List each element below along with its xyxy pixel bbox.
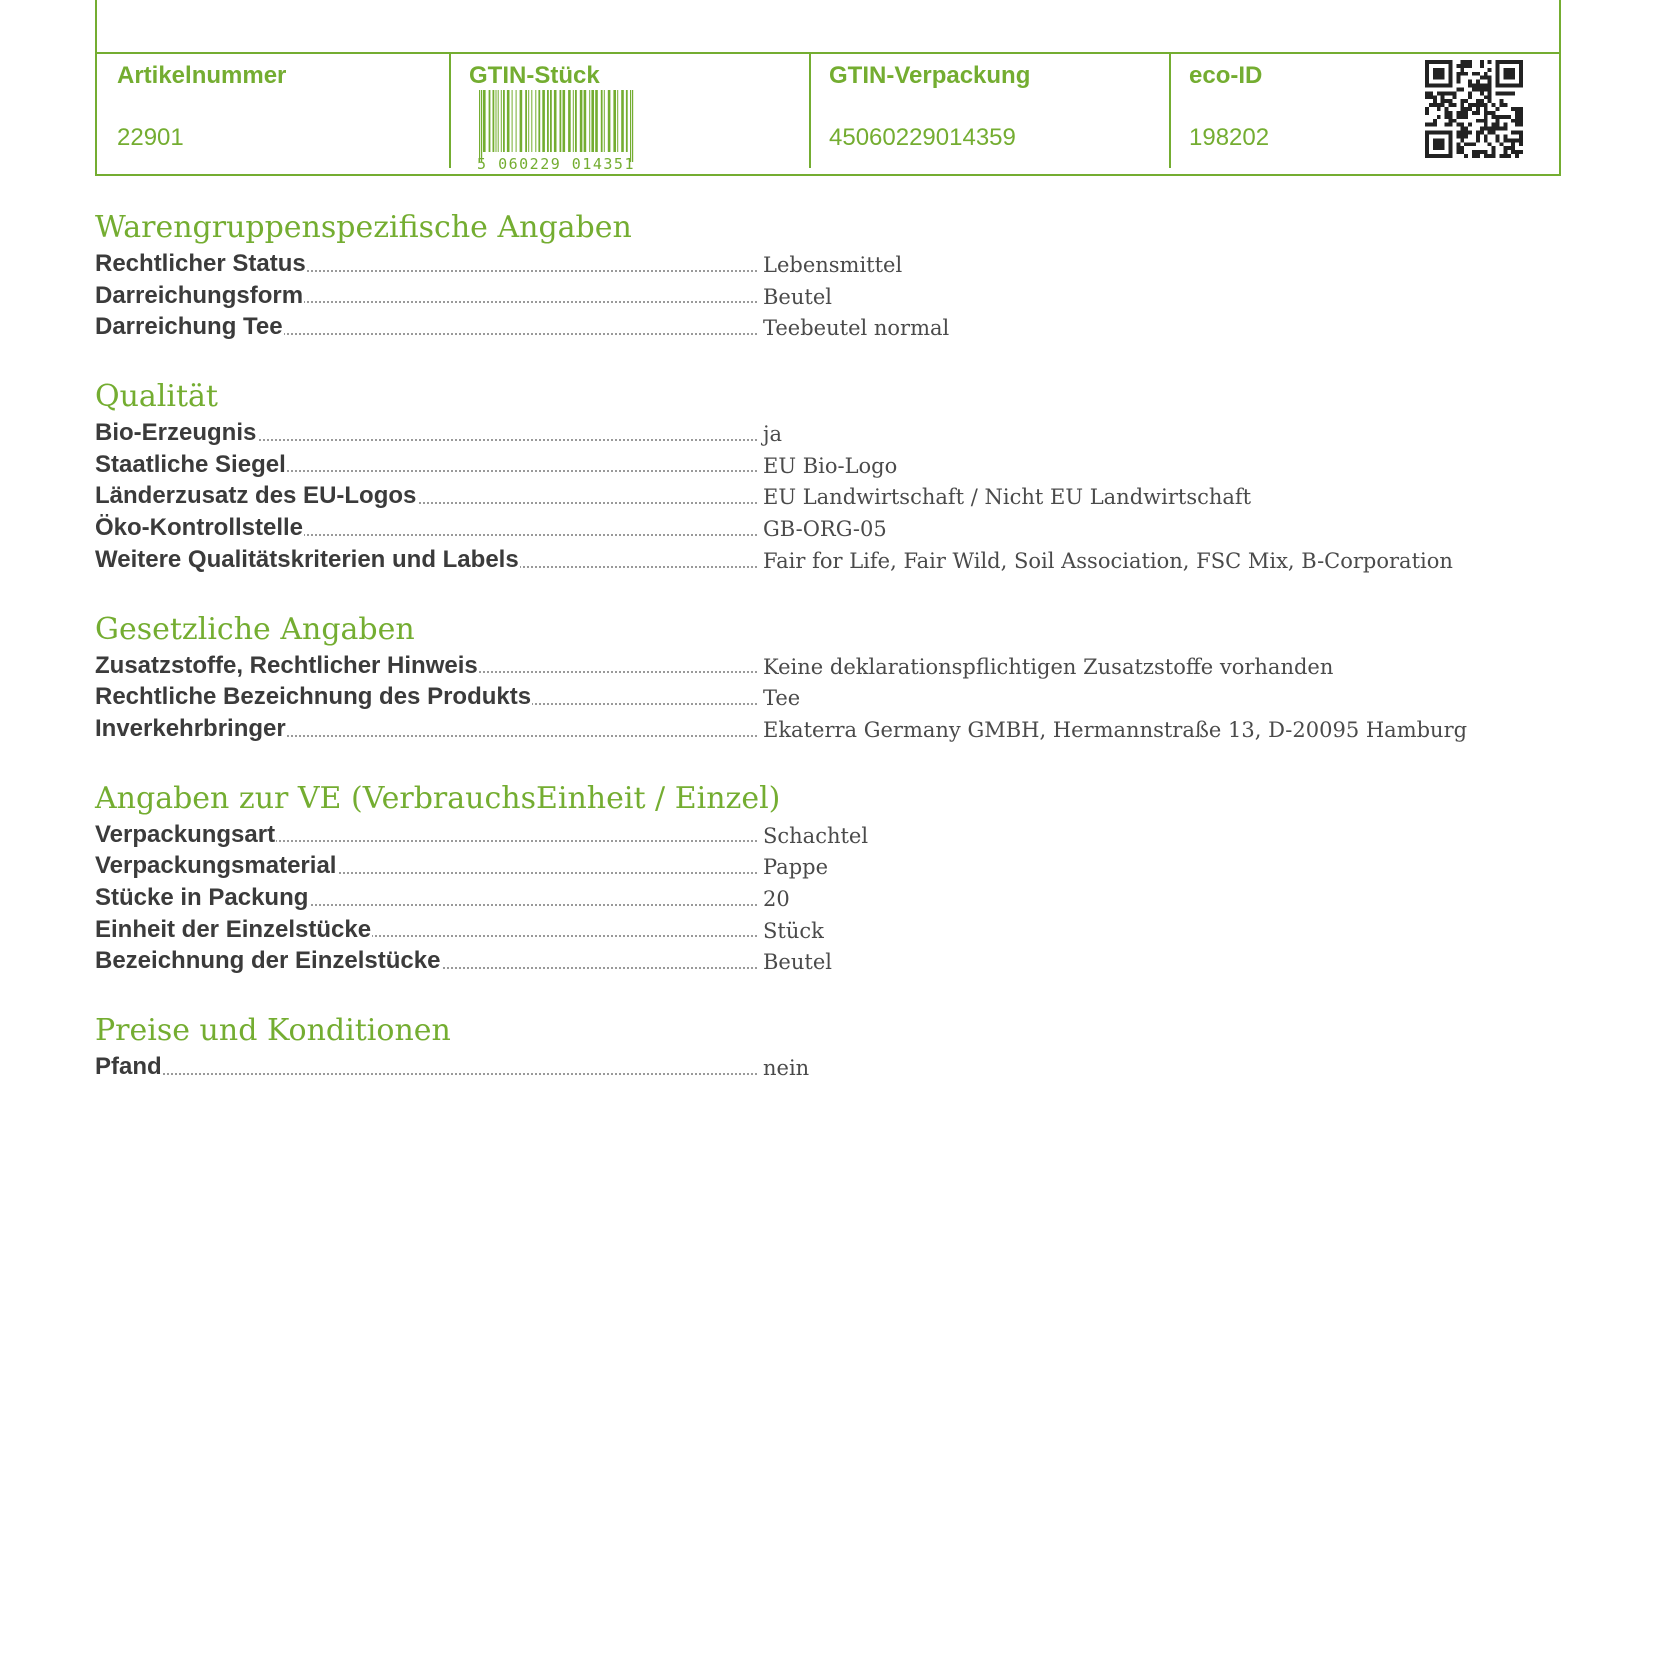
attribute-value: Beutel <box>763 950 832 975</box>
attribute-row <box>95 311 1561 343</box>
product-id-row <box>97 52 1559 174</box>
qr-code-icon <box>1425 60 1523 158</box>
attribute-label <box>95 449 757 481</box>
attribute-label-text: Rechtliche Bezeichnung des Produkts <box>95 683 532 711</box>
attribute-label-text: Zusatzstoffe, Rechtlicher Hinweis <box>95 651 478 679</box>
attribute-label-text: Verpackungsart <box>95 820 276 848</box>
attribute-label <box>95 311 757 343</box>
attribute-row <box>95 945 1561 977</box>
attribute-row <box>95 280 1561 312</box>
eco-id-cell <box>1169 54 1559 168</box>
section-title: Angaben zur VE (VerbrauchsEinheit / Einzel) <box>95 780 781 816</box>
attribute-label <box>95 544 757 576</box>
eco-id-label: eco-ID <box>1189 62 1263 89</box>
attribute-row <box>95 417 1561 449</box>
attribute-row <box>95 882 1561 914</box>
attribute-value: Stück <box>763 918 824 943</box>
attribute-label-text: Darreichung Tee <box>95 313 283 341</box>
attribute-label-text: Inverkehrbringer <box>95 714 286 742</box>
product-detail-sections <box>95 208 1561 1117</box>
attribute-value: Beutel <box>763 284 832 309</box>
attribute-label <box>95 1051 757 1083</box>
attribute-label-text: Bio-Erzeugnis <box>95 419 257 447</box>
attribute-label <box>95 882 757 914</box>
attribute-value: Tee <box>763 686 801 711</box>
section <box>95 1011 1561 1083</box>
attribute-label-text: Pfand <box>95 1053 162 1080</box>
attribute-value: EU Bio-Logo <box>763 453 898 478</box>
attribute-label <box>95 280 757 312</box>
gtin-package-value: 45060229014359 <box>829 124 1016 151</box>
barcode-digits: 5 060229 014351 <box>477 155 635 172</box>
attribute-row <box>95 713 1561 745</box>
attribute-label-text: Öko-Kontrollstelle <box>95 514 304 542</box>
attribute-row <box>95 248 1561 280</box>
attribute-label <box>95 417 757 449</box>
section-title: Gesetzliche Angaben <box>95 611 415 647</box>
gtin-piece-cell <box>449 54 811 172</box>
attribute-label <box>95 248 757 280</box>
gtin-package-label: GTIN-Verpackung <box>829 62 1031 89</box>
attribute-value: ja <box>763 422 783 447</box>
article-number-label: Artikelnummer <box>117 62 287 89</box>
attribute-label <box>95 819 757 851</box>
attribute-label <box>95 480 757 512</box>
attribute-label-text: Einheit der Einzelstücke <box>95 915 372 943</box>
attribute-value: Lebensmittel <box>763 253 903 277</box>
attribute-label <box>95 945 757 977</box>
attribute-label-text: Stücke in Packung <box>95 883 309 911</box>
attribute-value: EU Landwirtschaft / Nicht EU Landwirtschaft <box>763 485 1252 510</box>
gtin-package-cell <box>809 54 1171 168</box>
attribute-value: Fair for Life, Fair Wild, Soil Association, FSC Mix, B-Corporation <box>763 548 1453 573</box>
attribute-label <box>95 512 757 544</box>
attribute-value: Teebeutel normal <box>763 316 950 341</box>
section-title: Preise und Konditionen <box>95 1013 451 1048</box>
attribute-label <box>95 713 757 745</box>
attribute-row <box>95 650 1561 682</box>
article-number-cell <box>97 54 451 168</box>
attribute-label <box>95 914 757 946</box>
section <box>95 208 1561 343</box>
barcode-icon <box>473 90 639 172</box>
attribute-row <box>95 544 1561 576</box>
attribute-row <box>95 449 1561 481</box>
attribute-row <box>95 1051 1561 1083</box>
gtin-piece-label: GTIN-Stück <box>469 62 600 89</box>
attribute-label <box>95 681 757 713</box>
attribute-value: Keine deklarationspflichtigen Zusatzstoffe vorhanden <box>763 654 1334 679</box>
section <box>95 779 1561 977</box>
attribute-label <box>95 850 757 882</box>
section-title: Warengruppenspezifische Angaben <box>95 210 632 245</box>
attribute-label-text: Staatliche Siegel <box>95 450 286 478</box>
article-number-value: 22901 <box>117 124 184 151</box>
attribute-row <box>95 480 1561 512</box>
attribute-row <box>95 681 1561 713</box>
section <box>95 610 1561 745</box>
attribute-label-text: Länderzusatz des EU-Logos <box>95 482 417 510</box>
attribute-value: Ekaterra Germany GMBH, Hermannstraße 13, D-20095 Hamburg <box>763 717 1468 742</box>
attribute-value: 20 <box>763 886 790 911</box>
section <box>95 377 1561 575</box>
attribute-row <box>95 914 1561 946</box>
attribute-label <box>95 650 757 682</box>
attribute-value: Pappe <box>763 855 829 880</box>
product-header-box <box>95 0 1561 176</box>
attribute-label-text: Verpackungsmaterial <box>95 852 337 880</box>
attribute-value: Schachtel <box>763 823 869 848</box>
attribute-row <box>95 819 1561 851</box>
section-title: Qualität <box>95 379 218 415</box>
eco-id-value: 198202 <box>1189 124 1270 151</box>
attribute-label-text: Bezeichnung der Einzelstücke <box>95 947 441 975</box>
attribute-label-text: Rechtlicher Status <box>95 250 306 277</box>
attribute-label-text: Darreichungsform <box>95 281 304 309</box>
attribute-row <box>95 850 1561 882</box>
attribute-label-text: Weitere Qualitätskriterien und Labels <box>95 545 519 573</box>
attribute-row <box>95 512 1561 544</box>
attribute-value: nein <box>763 1056 810 1080</box>
attribute-value: GB-ORG-05 <box>763 517 887 542</box>
